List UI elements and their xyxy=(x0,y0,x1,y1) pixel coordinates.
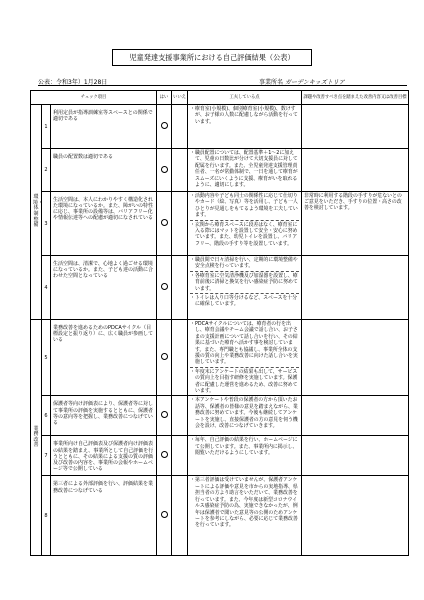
table-row xyxy=(31,396,409,436)
category-environment xyxy=(31,105,42,320)
ideas-cell xyxy=(188,149,302,192)
idea-text: ・ 療育室(小規模)、個別療育室(小規模)、数けすが、お子様の人数に配慮しながら活動を行っています。 xyxy=(190,106,299,125)
category-label: 業務改善 xyxy=(33,425,39,449)
idea-text: ・ 第三者評価は受けていませんが、保護者アンケートによる評価や意見を市からの実地指導、県担当者の方より助言をいただいて、業務改善を行っています。また、今年度は新型コロナウイルス感染症予防の為、実施できなかったが、例年は保護者で聞いた意見等の公開のためアンケートを参考にしながら、必要に応じて業務改善を行っています。 xyxy=(190,477,299,528)
yes-circle-mark xyxy=(161,219,168,226)
table-row xyxy=(31,105,409,149)
check-item-text: 事業所向け自己評価表及び保護者向け評価表の結果を踏まえ、事業所として自己評価を行うとともに、その結果による支援の質の評価及び改善の内容を、事業所の会報やホームページ等で公開している xyxy=(53,441,154,472)
check-item-text: 生活空間は、本人にわかりやすく構造化された環境になっているか。また、障がいの特性に応じ、事業所の設備等は、バリアフリー化や情報伝達等への配慮が適切になされている xyxy=(53,197,154,222)
table-row xyxy=(31,436,409,476)
idea-text: ・ 各療育室に空気清浄機及び加湿器を設置し、療育前後に清掃と換気を行い感染症予防に努めています。 xyxy=(190,273,299,292)
no-cell xyxy=(172,436,188,476)
idea-text: ・ 職員間で日々清掃を行い、定期的に環境整備や安全点検を行っています。 xyxy=(190,257,299,270)
check-item xyxy=(51,396,157,436)
idea-text: ・ 本アンケートや普段の保護者の方から頂いたお話等、保護者の皆様の意見を踏まえながら、業務改善に努めています。今後も継続してアンケートを実施し、直接保護者の方の意見を伺う機会を設け、改善につなげていきます。 xyxy=(190,397,299,429)
remarks-cell xyxy=(302,396,409,436)
check-item xyxy=(51,320,157,396)
row-number: 7 xyxy=(42,436,51,476)
col-no-header: いいえ xyxy=(172,91,188,105)
remarks-cell xyxy=(302,149,409,192)
yes-cell xyxy=(157,476,172,556)
page-title: 児童発達支援事業所における自己評価結果（公表） xyxy=(112,49,312,66)
idea-text: ・ 毎年、自己評価の結果を行い、ホームページにて公開しています。また、事業所内に掲示し、閲覧いただけるようにしています。 xyxy=(190,437,299,456)
yes-circle-mark xyxy=(161,411,168,418)
col-item-header: チェック項目 xyxy=(31,91,157,105)
no-cell xyxy=(172,320,188,396)
row-number: 2 xyxy=(42,149,51,192)
facility-label: 事業所名 xyxy=(259,79,284,86)
row-number: 4 xyxy=(42,256,51,320)
evaluation-table xyxy=(30,90,409,556)
row-number: 5 xyxy=(42,320,51,396)
check-item xyxy=(51,192,157,256)
remarks-cell xyxy=(302,320,409,396)
yes-circle-mark xyxy=(161,283,168,290)
remarks-cell xyxy=(302,105,409,149)
table-row xyxy=(31,149,409,192)
table-row xyxy=(31,192,409,256)
row-number: 3 xyxy=(42,192,51,256)
col-ideas-header: 工夫している点 xyxy=(188,91,302,105)
col-yes-header: はい xyxy=(157,91,172,105)
check-item-text: 利用定員が指導訓練室等スペースとの関係で適切である xyxy=(53,110,153,123)
no-cell xyxy=(172,476,188,556)
check-item-text: 業務改善を進めるためのPDCAサイクル（目標設定と振り返り）に、広く職員が参画している xyxy=(53,325,154,344)
remarks-cell xyxy=(302,436,409,476)
yes-cell xyxy=(157,105,172,149)
ideas-cell xyxy=(188,476,302,556)
table-row xyxy=(31,320,409,396)
check-item xyxy=(51,256,157,320)
table-row xyxy=(31,476,409,556)
yes-cell xyxy=(157,192,172,256)
row-number: 6 xyxy=(42,396,51,436)
ideas-cell xyxy=(188,105,302,149)
no-cell xyxy=(172,192,188,256)
row-number: 8 xyxy=(42,476,51,556)
yes-circle-mark xyxy=(161,166,168,173)
yes-circle-mark xyxy=(161,511,168,518)
yes-circle-mark xyxy=(161,451,168,458)
table-header-row xyxy=(31,91,409,105)
idea-text: ・ 年度末にアンケートの結果も出して、サービスの質向上を目指す研修を実施しています。保護者に配慮した運営を進めるため、改善に努めています。 xyxy=(190,369,299,395)
col-remarks-header: 課題や改善すべき点を踏まえた改善内容又は改善目標 xyxy=(302,91,409,105)
check-item-text: 保護者等向け評価表により、保護者等に対して事業所の評価を実施するとともに、保護者等の意向等を把握し、業務改善につなげている xyxy=(53,401,154,426)
publication-date: 公表：令和3年）1月28日 xyxy=(38,79,108,86)
yes-circle-mark xyxy=(161,353,168,360)
yes-circle-mark xyxy=(161,122,168,129)
check-item-text: 生活空間は、清潔で、心地よく過ごせる環境になっているか。また、子ども達の活動に合わせた空間となっている xyxy=(53,261,154,280)
ideas-cell xyxy=(188,192,302,256)
idea-text: ・ PDCAサイクルについては、療育者の行を出し、療育会議やチーム会議で話し合い、お子さまの支援計画について話し合いを行い、その結果に基づいた療育へ活かす事を検討しています。また、専門職とも協議し、事業所全体の支援の質の向上や業務改善に向けた話し合いを実施しています。 xyxy=(190,321,299,366)
no-cell xyxy=(172,105,188,149)
remarks-cell xyxy=(302,256,409,320)
idea-text: ・ 玄関から療育スペースに段差はなく、療育室に入る際にはマットを設置して安全・安心に努めています。また、幼児トイレを設置し、バリアフリー、階段の手すり等を設置しています。 xyxy=(190,222,299,248)
ideas-cell xyxy=(188,320,302,396)
ideas-cell xyxy=(188,256,302,320)
header-divider xyxy=(38,85,407,86)
no-cell xyxy=(172,256,188,320)
category-label: 環境・体制整備 xyxy=(33,194,44,229)
yes-cell xyxy=(157,436,172,476)
category-operations xyxy=(31,320,42,556)
remarks-cell xyxy=(302,476,409,556)
no-cell xyxy=(172,396,188,436)
check-item xyxy=(51,436,157,476)
ideas-cell xyxy=(188,436,302,476)
check-item-text: 第三者による外部評価を行い、評価結果を業務改善につなげている xyxy=(53,481,154,494)
facility-value: ガーデンキッズトリア xyxy=(284,79,345,86)
remarks-cell xyxy=(302,192,409,256)
check-item xyxy=(51,149,157,192)
ideas-cell xyxy=(188,396,302,436)
yes-cell xyxy=(157,396,172,436)
check-item-text: 職員の配置数は適切である xyxy=(53,154,114,160)
yes-cell xyxy=(157,149,172,192)
no-cell xyxy=(172,149,188,192)
table-row xyxy=(31,256,409,320)
yes-cell xyxy=(157,320,172,396)
check-item xyxy=(51,476,157,556)
yes-cell xyxy=(157,256,172,320)
idea-text: ・ トイレは入り口等分けるなど、スペースを十分に確保しています。 xyxy=(190,295,299,308)
idea-text: ・ 活動内容や子ども同士の関係性に応じて仕切りやカード（絵、写真）等を活用し、子ども一人ひとりが見通しをもてるよう環境を工夫しています。 xyxy=(190,193,299,219)
check-item xyxy=(51,105,157,149)
remark-text: 非常時に利用する階段の手すりが危ないとのご意見をいただき、手すりの位置・高さの改善を検討しています。 xyxy=(304,193,402,212)
idea-text: ・ 職員配置については、配置基準＋1～2に加えて、児童の日数比が分けて大切支援員に対して配属を行います。また、全児童発達支援管理責任者、一名が常勤体制で、一日を通して療育がスムーズにいくように支援、療育がいを取れるように、適切にします。 xyxy=(190,150,299,188)
row-number: 1 xyxy=(42,105,51,149)
